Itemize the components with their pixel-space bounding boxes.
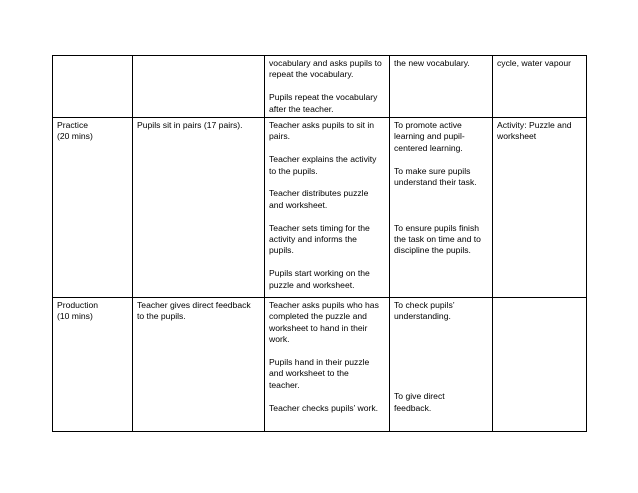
resources-cell (493, 118, 587, 298)
lesson-plan-table (52, 55, 587, 432)
text-line: Teacher gives direct feedback (137, 300, 251, 310)
text-line: Pupils hand in their puzzle (269, 357, 370, 368)
text-line: Teacher asks pupils to sit in (269, 120, 375, 130)
rationale-cell (390, 56, 493, 118)
table-row (53, 118, 587, 298)
text-line: Teacher explains the activity (269, 154, 377, 165)
teacher-activity-cell (265, 118, 390, 298)
text-line: pairs. (269, 131, 291, 142)
rationale-cell (390, 298, 493, 432)
text-line: the new vocabulary. (394, 58, 470, 68)
resources-cell (493, 56, 587, 118)
stage-cell (53, 298, 133, 432)
text-line: and worksheet. (269, 199, 328, 210)
text-line: Pupils start working on the (269, 268, 370, 279)
text-line: Teacher asks pupils who has (269, 300, 379, 310)
rationale-cell (390, 118, 493, 298)
text-line: vocabulary and asks pupils to (269, 58, 382, 68)
text-line: Teacher checks pupils’ work. (269, 402, 379, 413)
text-line: To make sure pupils (394, 165, 471, 176)
table-row (53, 298, 587, 432)
text-line: repeat the vocabulary. (269, 69, 354, 80)
text-line: puzzle and worksheet. (269, 279, 355, 290)
teacher-activity-cell (265, 56, 390, 118)
text-line: understanding. (394, 311, 451, 322)
text-line: worksheet (497, 131, 537, 142)
text-line: to the pupils. (269, 165, 318, 176)
text-line: after the teacher. (269, 103, 334, 114)
text-line: Pupils sit in pairs (17 pairs). (137, 120, 243, 130)
text-line: To give direct (394, 391, 445, 402)
text-line: To ensure pupils finish (394, 222, 480, 233)
student-activity-cell (133, 298, 265, 432)
stage-name: Practice (57, 120, 89, 130)
stage-cell (53, 56, 133, 118)
text-line: the task on time and to (394, 234, 481, 245)
text-line: To promote active (394, 120, 462, 130)
text-line: Pupils repeat the vocabulary (269, 92, 378, 103)
text-line: pupils. (269, 245, 294, 256)
text-line: understand their task. (394, 177, 477, 188)
text-line: cycle, water vapour (497, 58, 572, 68)
teacher-activity-cell (265, 298, 390, 432)
text-line: centered learning. (394, 142, 463, 153)
text-line: teacher. (269, 379, 300, 390)
table-row (53, 56, 587, 118)
text-line: completed the puzzle and (269, 311, 367, 322)
stage-duration: (10 mins) (57, 311, 93, 322)
text-line: Activity: Puzzle and (497, 120, 572, 130)
stage-name: Production (57, 300, 99, 310)
text-line: Teacher distributes puzzle (269, 188, 369, 199)
student-activity-cell (133, 56, 265, 118)
text-line: work. (269, 334, 290, 345)
student-activity-cell (133, 118, 265, 298)
text-line: worksheet to hand in their (269, 322, 368, 333)
text-line: Teacher sets timing for the (269, 222, 370, 233)
text-line: feedback. (394, 402, 432, 413)
text-line: learning and pupil- (394, 131, 465, 142)
text-line: discipline the pupils. (394, 245, 471, 256)
text-line: and worksheet to the (269, 368, 349, 379)
text-line: to the pupils. (137, 311, 186, 322)
text-line: activity and informs the (269, 234, 357, 245)
resources-cell (493, 298, 587, 432)
text-line: To check pupils’ (394, 300, 455, 310)
stage-cell (53, 118, 133, 298)
stage-duration: (20 mins) (57, 131, 93, 142)
